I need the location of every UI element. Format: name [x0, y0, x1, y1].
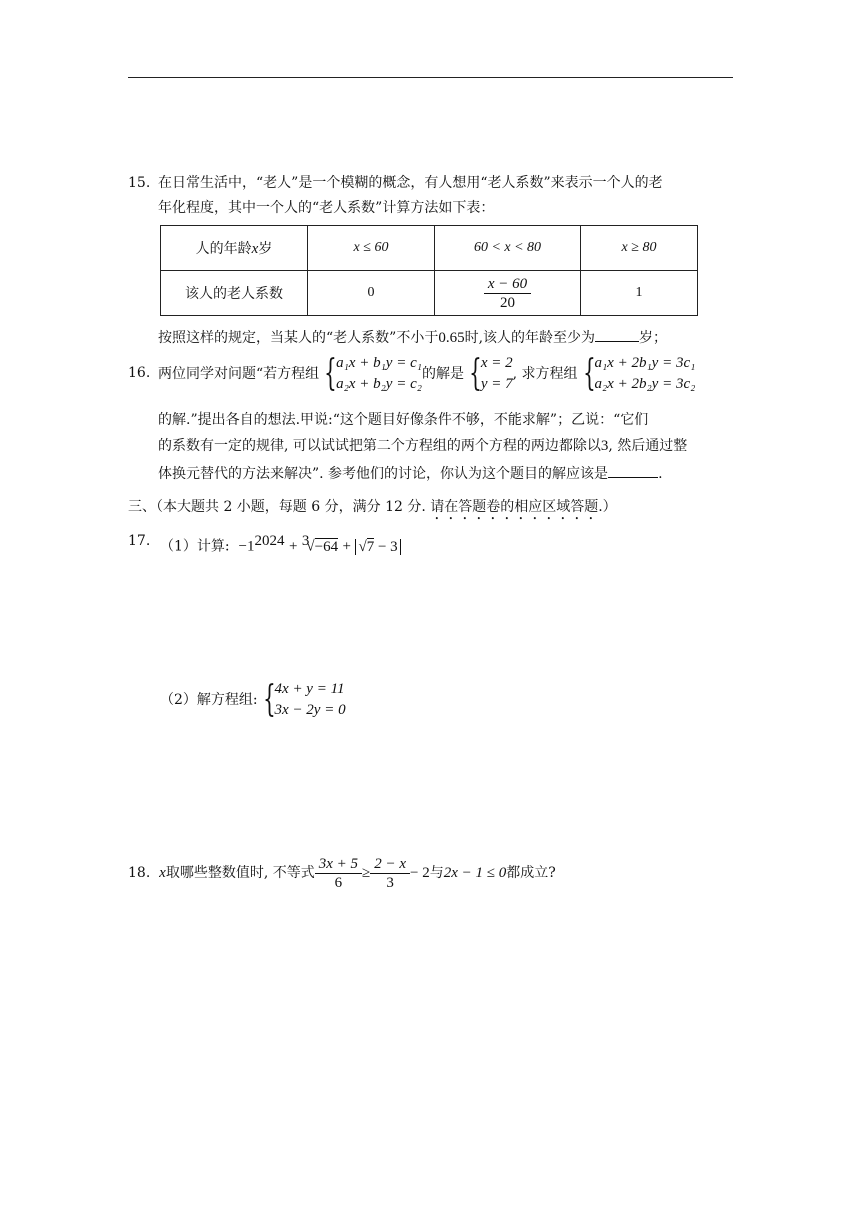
equation-system-2: a₁x + 2b₁y = 3c₁ a₂x + 2b₂y = 3c₂ — [594, 355, 696, 392]
q18-line: 18. x取哪些整数值时, 不等式 $\frac{3x + 5}{6}$ ≥ $\frac{2 - x}{3}$ − 2与2x − 1 ≤ 0都成立? — [128, 855, 556, 891]
q17-part-2: （2）解方程组: { 4x + y = 11 3x − 2y = 0 — [160, 679, 346, 720]
q17-part-1: （1）计算: $-1^{2024} + ^3√-64 + √7 - 3$ — [160, 531, 401, 557]
q16-number: 16. — [128, 365, 151, 381]
equation-system-3: 4x + y = 11 3x − 2y = 0 — [274, 681, 346, 718]
q16-line-4: 体换元替代的方法来解决”. 参考他们的讨论，你认为这个题目的解应该是 . — [158, 462, 663, 484]
q15-line-2: 年化程度，其中一个人的“老人系数”计算方法如下表： — [158, 200, 495, 216]
answer-blank[interactable] — [608, 462, 658, 478]
table-row — [161, 271, 698, 316]
q16-line-1: 两位同学对问题“若方程组 { a₁x + b₁y = c₁ a₂x + b₂y = c₂ 的解是 { x = 2 y = 7 , 求方程组 { a₁x + 2b₁y = 3c₁ a₂x + 2b₂y = 3c₂ — [158, 353, 696, 394]
absolute-value: √7 − 3 — [355, 539, 400, 555]
q15-question-line: 按照这样的规定，当某人的“老人系数”不小于0.65时,该人的年龄至少为 岁； — [158, 326, 667, 348]
brace: { — [582, 353, 596, 394]
fraction: $\frac{3x + 5}{6}$ — [315, 855, 362, 892]
table-header-range-3: x ≥ 80 — [581, 226, 698, 271]
equation-system-1: a₁x + b₁y = c₁ a₂x + b₂y = c₂ — [336, 355, 422, 392]
table-header-age: 人的年龄x岁 — [161, 226, 308, 271]
table-header-range-2: 60 < x < 80 — [435, 226, 581, 271]
q15-line-1: 在日常生活中，“老人”是一个模糊的概念，有人想用“老人系数”来表示一个人的老 — [158, 175, 663, 191]
q15-number: 15. — [128, 175, 151, 191]
brace: { — [469, 353, 482, 394]
radical-sign: √ — [358, 538, 367, 555]
emphasized-instruction: 请在答题卷的相应区域答题 — [430, 499, 599, 515]
table-cell-value-2 — [435, 271, 581, 316]
solution-system: x = 2 y = 7 — [480, 355, 513, 392]
section-3-heading: 三、（本大题共 2 小题，每题 6 分，满分 12 分. 请在答题卷的相应区域答题.） — [128, 499, 617, 515]
q16-line-2: 的解.”提出各自的想法.甲说:“这个题目好像条件不够，不能求解”；乙说：“它们 — [158, 412, 649, 428]
table-row — [161, 226, 698, 271]
table-cell-value-3: 1 — [581, 271, 698, 316]
brace: { — [324, 353, 337, 394]
table-header-range-1: x ≤ 60 — [308, 226, 435, 271]
fraction: $\frac{x - 60}{20}$ — [484, 275, 531, 312]
q17-number: 17. — [128, 533, 151, 549]
brace: { — [262, 679, 276, 720]
q16-line-3: 的系数有一定的规律, 可以试试把第二个方程组的两个方程的两边都除以3, 然后通过整 — [158, 438, 688, 454]
table-cell-value-1: 0 — [308, 271, 435, 316]
radical-sign: √ — [306, 538, 315, 555]
answer-blank[interactable] — [595, 326, 639, 342]
fraction: $\frac{2 - x}{3}$ — [370, 855, 410, 892]
table-row-label: 该人的老人系数 — [161, 271, 308, 316]
header-rule — [128, 77, 733, 78]
age-coefficient-table — [160, 225, 698, 316]
